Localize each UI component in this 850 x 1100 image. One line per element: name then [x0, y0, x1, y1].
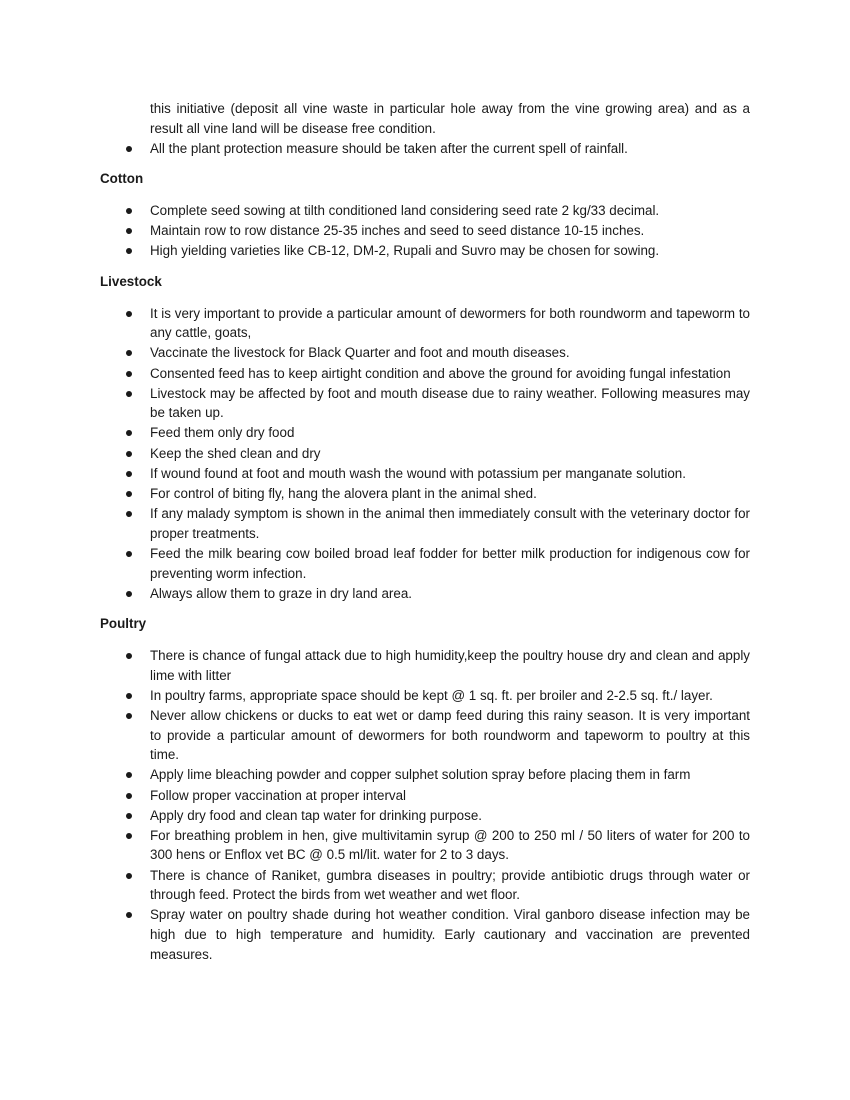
list-item-text: Never allow chickens or ducks to eat wet or damp feed during this rainy season. It is very important to provide a particular amount of dewormers for both roundworm and tapeworm to poultry at this time.: [150, 707, 750, 763]
bullet-icon: [126, 311, 132, 317]
list-item-text: In poultry farms, appropriate space should be kept @ 1 sq. ft. per broiler and 2-2.5 sq. ft./ layer.: [150, 687, 713, 703]
section-list-poultry: [100, 646, 750, 964]
list-item: [100, 544, 750, 583]
bullet-icon: [126, 551, 132, 557]
list-item-text: There is chance of fungal attack due to high humidity,keep the poultry house dry and clean and apply lime with litter: [150, 647, 750, 683]
list-item: [100, 444, 750, 464]
bullet-icon: [126, 511, 132, 517]
list-item-text: Vaccinate the livestock for Black Quarter and foot and mouth diseases.: [150, 345, 570, 361]
bullet-icon: [126, 693, 132, 699]
bullet-icon: [126, 591, 132, 597]
list-item-text: Apply lime bleaching powder and copper sulphet solution spray before placing them in farm: [150, 767, 691, 783]
list-item: [100, 201, 750, 221]
list-item-text: Follow proper vaccination at proper interval: [150, 787, 407, 803]
list-item-text: Consented feed has to keep airtight condition and above the ground for avoiding fungal infestation: [150, 365, 731, 381]
bullet-icon: [126, 491, 132, 497]
list-item-text: Apply dry food and clean tap water for drinking purpose.: [150, 807, 482, 823]
list-item: [100, 765, 750, 785]
bullet-icon: [126, 653, 132, 659]
list-item: [100, 221, 750, 241]
bullet-icon: [126, 391, 132, 397]
list-item-text: For control of biting fly, hang the alovera plant in the animal shed.: [150, 486, 537, 502]
list-item: [100, 826, 750, 865]
bullet-icon: [126, 146, 132, 152]
bullet-icon: [126, 793, 132, 799]
bullet-icon: [126, 371, 132, 377]
list-item: [100, 139, 750, 159]
list-item-text: High yielding varieties like CB-12, DM-2, Rupali and Suvro may be chosen for sowing.: [150, 243, 660, 259]
list-item: [100, 905, 750, 964]
list-item: [100, 866, 750, 905]
intro-continuation: this initiative (deposit all vine waste in particular hole away from the vine growing area) and as a result all vine land will be disease free condition.: [150, 101, 750, 136]
list-item-text: Livestock may be affected by foot and mouth disease due to rainy weather. Following measures may be taken up.: [150, 385, 750, 421]
list-item-text: There is chance of Raniket, gumbra diseases in poultry; provide antibiotic drugs through water or through feed. Protect the birds from wet weather and wet floor.: [150, 867, 750, 903]
list-item-text: Feed them only dry food: [150, 425, 295, 441]
bullet-icon: [126, 471, 132, 477]
list-item: [100, 706, 750, 765]
list-item: [100, 686, 750, 706]
bullet-icon: [126, 228, 132, 234]
list-item: [100, 241, 750, 261]
bullet-icon: [126, 248, 132, 254]
list-item-text: Feed the milk bearing cow boiled broad leaf fodder for better milk production for indigenous cow for preventing worm infection.: [150, 546, 750, 581]
section-list-cotton: [100, 201, 750, 261]
intro-list: [100, 99, 750, 158]
bullet-icon: [126, 873, 132, 879]
sections-container: [100, 169, 750, 964]
list-item-text: Maintain row to row distance 25-35 inches and seed to seed distance 10-15 inches.: [150, 223, 645, 239]
list-item-text: If any malady symptom is shown in the animal then immediately consult with the veterinary doctor for proper treatments.: [150, 506, 750, 541]
list-item-text: Always allow them to graze in dry land area.: [150, 585, 412, 601]
list-item: [100, 504, 750, 543]
section-heading-poultry: Poultry: [100, 616, 147, 632]
bullet-icon: [126, 430, 132, 436]
document-page: [100, 99, 750, 965]
section-list-livestock: [100, 304, 750, 604]
list-item: [100, 304, 750, 343]
list-item: [100, 806, 750, 826]
list-item-text: Complete seed sowing at tilth conditioned land considering seed rate 2 kg/33 decimal.: [150, 202, 660, 218]
list-item: [100, 464, 750, 484]
list-item: [100, 786, 750, 806]
bullet-icon: [126, 713, 132, 719]
bullet-icon: [126, 208, 132, 214]
list-item: [100, 423, 750, 443]
list-item: [100, 343, 750, 363]
bullet-icon: [126, 772, 132, 778]
bullet-icon: [126, 813, 132, 819]
list-item: [100, 364, 750, 384]
bullet-icon: [126, 833, 132, 839]
list-item-text: All the plant protection measure should be taken after the current spell of rainfall.: [150, 140, 628, 156]
list-item-text: Keep the shed clean and dry: [150, 445, 321, 461]
section-heading-cotton: Cotton: [100, 171, 144, 187]
list-item-text: It is very important to provide a particular amount of dewormers for both roundworm and tapeworm to any cattle, goats,: [150, 305, 750, 341]
section-heading-livestock: Livestock: [100, 273, 162, 289]
bullet-icon: [126, 912, 132, 918]
list-item-text: For breathing problem in hen, give multivitamin syrup @ 200 to 250 ml / 50 liters of water for 200 to 300 hens or Enflox vet BC @ 0.5 ml/lit. water for 2 to 3 days.: [150, 827, 750, 863]
list-item-text: Spray water on poultry shade during hot weather condition. Viral ganboro disease infection may be high due to high temperature and humidity. Early cautionary and vaccination are prevented measures.: [150, 907, 750, 962]
list-item: [100, 646, 750, 685]
list-item: [100, 584, 750, 604]
bullet-icon: [126, 350, 132, 356]
list-item: [100, 484, 750, 504]
bullet-icon: [126, 451, 132, 457]
list-item-text: If wound found at foot and mouth wash the wound with potassium per manganate solution.: [150, 465, 686, 481]
list-item: [100, 384, 750, 423]
